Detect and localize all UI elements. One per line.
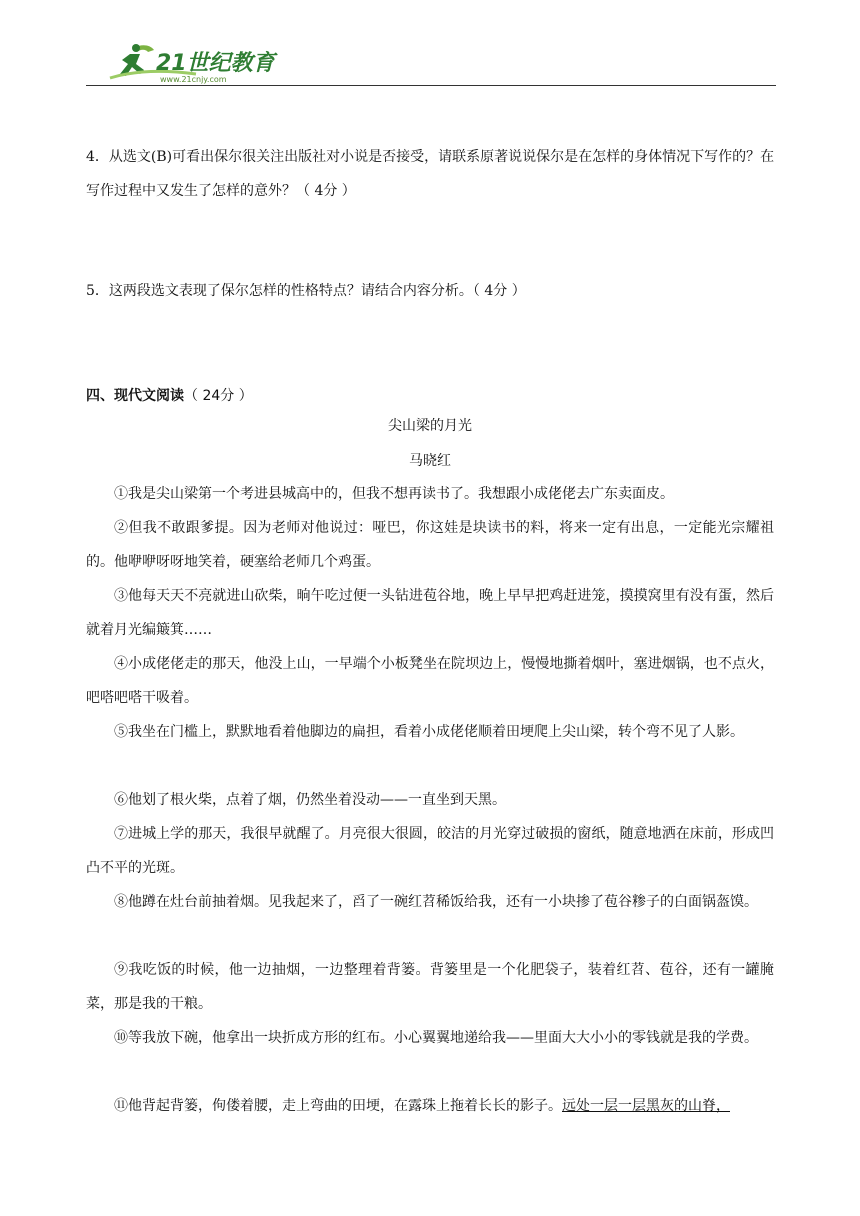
section-score: （ 24分 ）: [184, 388, 253, 404]
21cnjy-logo: [106, 40, 296, 84]
underlined-sentence: 远处一层一层黑灰的山脊，: [562, 1098, 730, 1114]
paragraph-5: ⑤我坐在门槛上，默默地看着他脚边的扁担，看着小成佬佬顺着田埂爬上尖山梁，转个弯不见了人影。: [114, 724, 744, 740]
paragraph-7: ⑦进城上学的那天，我很早就醒了。月亮很大很圆，皎洁的月光穿过破损的窗纸，随意地洒在床前，形成凹凸不平的光斑。: [86, 826, 774, 876]
paragraph-2: ②但我不敢跟爹提。因为老师对他说过：哑巴，你这娃是块读书的料，将来一定有出息，一定能光宗耀祖的。他咿咿呀呀地笑着，硬塞给老师几个鸡蛋。: [86, 520, 774, 570]
paragraph-9: ⑨我吃饭的时候，他一边抽烟，一边整理着背篓。背篓里是一个化肥袋子，装着红苕、苞谷，还有一罐腌菜，那是我的干粮。: [86, 962, 774, 1012]
paragraph-8: ⑧他蹲在灶台前抽着烟。见我起来了，舀了一碗红苕稀饭给我，还有一小块掺了苞谷糁子的白面锅盔馍。: [114, 894, 758, 910]
header-divider: [86, 85, 776, 86]
paragraph-3: ③他每天天不亮就进山砍柴，晌午吃过便一头钻进苞谷地，晚上早早把鸡赶进笼，摸摸窝里有没有蛋，然后就着月光编簸箕……: [86, 588, 774, 638]
article-author: 马晓红: [409, 453, 451, 469]
section-title: 四、现代文阅读: [86, 388, 184, 404]
paragraph-1: ①我是尖山梁第一个考进县城高中的，但我不想再读书了。我想跟小成佬佬去广东卖面皮。: [114, 486, 674, 502]
paragraph-4: ④小成佬佬走的那天，他没上山，一早端个小板凳坐在院坝边上，慢慢地撕着烟叶，塞进烟锅，也不点火，吧嗒吧嗒干吸着。: [86, 656, 774, 706]
paragraph-10: ⑩等我放下碗，他拿出一块折成方形的红布。小心翼翼地递给我——里面大大小小的零钱就是我的学费。: [114, 1030, 758, 1046]
svg-text:www.21cnjy.com: www.21cnjy.com: [160, 75, 227, 84]
article-title: 尖山梁的月光: [388, 418, 472, 434]
question-5: 5．这两段选文表现了保尔怎样的性格特点？请结合内容分析。（ 4分 ）: [86, 283, 526, 299]
paragraph-11: [86, 1089, 774, 1123]
section-heading: [86, 385, 253, 405]
svg-text:21世纪教育: 21世纪教育: [156, 51, 275, 76]
paragraph-11-text: ⑪他背起背篓，佝偻着腰，走上弯曲的田埂，在露珠上拖着长长的影子。: [114, 1098, 562, 1114]
question-4: 4．从选文(B)可看出保尔很关注出版社对小说是否接受，请联系原著说说保尔是在怎样的身体情况下写作的？在写作过程中又发生了怎样的意外？（ 4分 ）: [86, 149, 775, 199]
paragraph-6: ⑥他划了根火柴，点着了烟，仍然坐着没动——一直坐到天黑。: [114, 792, 506, 808]
page-header: [86, 38, 776, 86]
